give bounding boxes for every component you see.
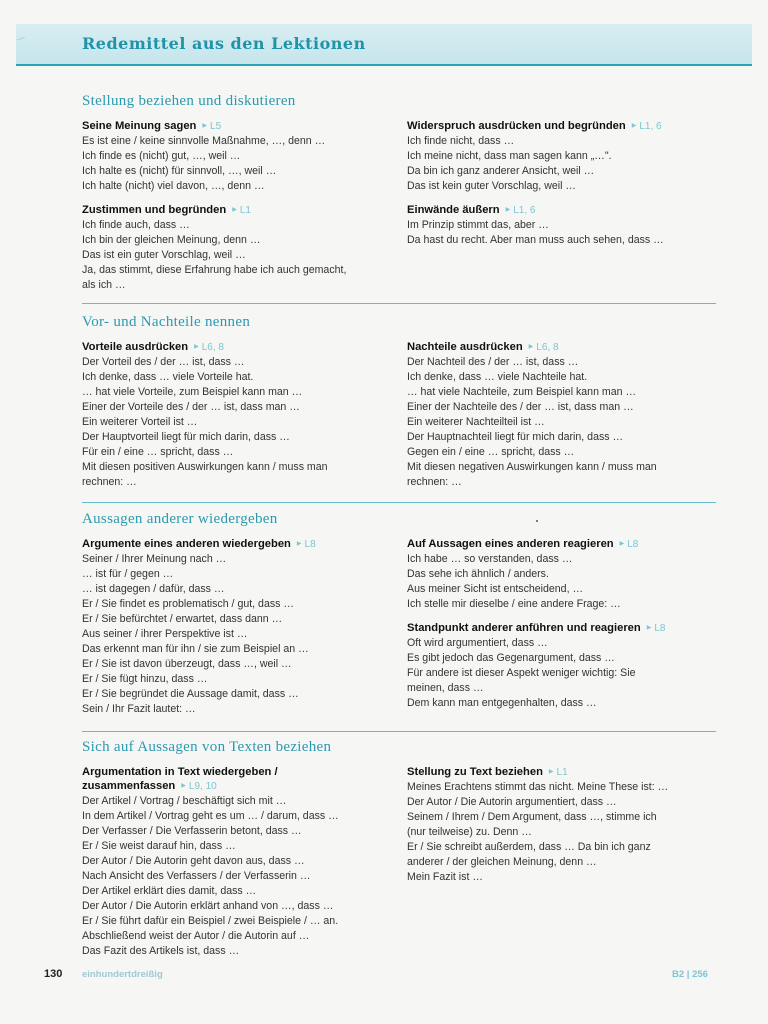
heading-text: Zustimmen und begründen [82, 204, 227, 216]
block-argumente-wiedergeben [82, 537, 382, 717]
phrase-line: Der Artikel erklärt dies damit, dass … [82, 885, 257, 897]
phrase-line: Für ein / eine … spricht, dass … [82, 446, 234, 458]
phrase-line: Das ist kein guter Vorschlag, weil … [407, 180, 576, 192]
block-heading [82, 765, 382, 779]
block-heading [407, 621, 707, 636]
block-nachteile [407, 340, 707, 490]
heading-text: zusammenfassen [82, 780, 176, 792]
phrase-line: Der Verfasser / Die Verfasserin betont, dass … [82, 825, 302, 837]
phrase-line: Da hast du recht. Aber man muss auch sehen, dass … [407, 234, 664, 246]
phrase-line: Er / Sie schreibt außerdem, dass … Da bin ich ganz [407, 841, 651, 853]
phrase-line: Er / Sie begründet die Aussage damit, dass … [82, 688, 299, 700]
lesson-ref: ▶ L6, 8 [194, 342, 224, 353]
phrase-line: Mit diesen positiven Auswirkungen kann / muss man [82, 461, 328, 473]
phrase-line: Mein Fazit ist … [407, 871, 483, 883]
phrase-line: … hat viele Vorteile, zum Beispiel kann man … [82, 386, 303, 398]
phrase-line: Seiner / Ihrer Meinung nach … [82, 553, 227, 565]
phrase-line: Der Autor / Die Autorin erklärt anhand von …, dass … [82, 900, 334, 912]
block-heading [82, 537, 382, 552]
phrase-line: Das ist ein guter Vorschlag, weil … [82, 249, 246, 261]
phrase-line: … hat viele Nachteile, zum Beispiel kann man … [407, 386, 637, 398]
page-banner [16, 24, 752, 66]
block-einwaende [407, 203, 707, 248]
section-title-aussagen: Aussagen anderer wiedergeben [82, 511, 278, 527]
heading-text: Standpunkt anderer anführen und reagieren [407, 622, 641, 634]
heading-text: Argumente eines anderen wiedergeben [82, 538, 291, 550]
page-title: Redemittel aus den Lektionen [82, 34, 366, 53]
phrase-line: Der Artikel / Vortrag / beschäftigt sich mit … [82, 795, 287, 807]
phrase-line: rechnen: … [407, 476, 462, 488]
section-texte-left [82, 765, 382, 968]
phrase-line: Nach Ansicht des Verfassers / der Verfasserin … [82, 870, 311, 882]
heading-text: Vorteile ausdrücken [82, 341, 189, 353]
block-argumentation-wiedergeben [82, 765, 382, 959]
phrase-line: Da bin ich ganz anderer Ansicht, weil … [407, 165, 595, 177]
phrase-line: Das sehe ich ähnlich / anders. [407, 568, 549, 580]
lesson-ref: ▶ L8 [620, 539, 639, 550]
phrase-line: Ich halte es (nicht) für sinnvoll, …, weil … [82, 165, 277, 177]
phrase-line: Er / Sie ist davon überzeugt, dass …, weil … [82, 658, 292, 670]
lesson-ref: ▶ L1 [232, 205, 251, 216]
phrase-line: Einer der Vorteile des / der … ist, dass man … [82, 401, 300, 413]
section-title-stellung: Stellung beziehen und diskutieren [82, 93, 296, 109]
phrase-line: Ich denke, dass … viele Vorteile hat. [82, 371, 254, 383]
phrase-line: rechnen: … [82, 476, 137, 488]
block-heading-cont [82, 779, 382, 794]
block-widerspruch [407, 119, 707, 194]
section-aussagen-left [82, 537, 382, 726]
phrase-line: Meines Erachtens stimmt das nicht. Meine These ist: … [407, 781, 669, 793]
phrase-line: Ich finde es (nicht) gut, …, weil … [82, 150, 241, 162]
page-number-word: einhundertdreißig [82, 969, 163, 980]
block-heading [82, 119, 382, 134]
phrase-line: Er / Sie führt dafür ein Beispiel / zwei Beispiele / … an. [82, 915, 339, 927]
phrase-line: Das Fazit des Artikels ist, dass … [82, 945, 240, 957]
block-reagieren [407, 537, 707, 612]
phrase-line: Seinem / Ihrem / Dem Argument, dass …, stimme ich [407, 811, 657, 823]
lesson-ref: ▶ L8 [647, 623, 666, 634]
phrase-line: Ich habe … so verstanden, dass … [407, 553, 573, 565]
phrase-line: Aus meiner Sicht ist entscheidend, … [407, 583, 584, 595]
block-seine-meinung [82, 119, 382, 194]
section-title-texte: Sich auf Aussagen von Texten beziehen [82, 739, 332, 755]
section-vorteile-left [82, 340, 382, 499]
lesson-ref: ▶ L9, 10 [181, 781, 216, 792]
block-heading [407, 537, 707, 552]
block-zustimmen [82, 203, 382, 293]
section-texte-right [407, 765, 707, 894]
phrase-line: Der Hauptnachteil liegt für mich darin, dass … [407, 431, 624, 443]
phrase-line: Er / Sie findet es problematisch / gut, dass … [82, 598, 294, 610]
phrase-line: Gegen ein / eine … spricht, dass … [407, 446, 575, 458]
section-title-vor-nachteile: Vor- und Nachteile nennen [82, 314, 251, 330]
phrase-line: Abschließend weist der Autor / die Autorin auf … [82, 930, 310, 942]
phrase-line: Ich finde auch, dass … [82, 219, 190, 231]
phrase-line: Der Autor / Die Autorin argumentiert, dass … [407, 796, 617, 808]
phrase-line: (nur teilweise) zu. Denn … [407, 826, 532, 838]
phrase-line: Einer der Nachteile des / der … ist, dass man … [407, 401, 634, 413]
phrase-line: Aus seiner / ihrer Perspektive ist … [82, 628, 248, 640]
phrase-line: als ich … [82, 279, 126, 291]
block-heading [407, 340, 707, 355]
section-divider [82, 731, 716, 732]
phrase-line: Der Autor / Die Autorin geht davon aus, dass … [82, 855, 305, 867]
phrase-line: Es gibt jedoch das Gegenargument, dass … [407, 652, 615, 664]
block-heading [82, 203, 382, 218]
level-page-label: B2 | 256 [672, 969, 708, 980]
section-divider [82, 303, 716, 304]
section-aussagen-right [407, 537, 707, 720]
phrase-line: Ich meine nicht, dass man sagen kann „…". [407, 150, 612, 162]
block-standpunkt [407, 621, 707, 711]
heading-text: Einwände äußern [407, 204, 500, 216]
phrase-line: Er / Sie fügt hinzu, dass … [82, 673, 208, 685]
section-nachteile-right [407, 340, 707, 499]
phrase-line: Ein weiterer Vorteil ist … [82, 416, 198, 428]
phrase-line: … ist für / gegen … [82, 568, 174, 580]
heading-text: Argumentation in Text wiedergeben / [82, 766, 278, 778]
lesson-ref: ▶ L5 [202, 121, 221, 132]
block-heading [407, 765, 707, 780]
phrase-line: Der Hauptvorteil liegt für mich darin, dass … [82, 431, 290, 443]
stray-dot [536, 520, 538, 522]
heading-text: Seine Meinung sagen [82, 120, 197, 132]
block-heading [407, 203, 707, 218]
phrase-line: Ich finde nicht, dass … [407, 135, 515, 147]
phrase-line: … ist dagegen / dafür, dass … [82, 583, 225, 595]
phrase-line: Dem kann man entgegenhalten, dass … [407, 697, 597, 709]
phrase-line: Es ist eine / keine sinnvolle Maßnahme, …, denn … [82, 135, 326, 147]
phrase-line: Das erkennt man für ihn / sie zum Beispiel an … [82, 643, 309, 655]
heading-text: Widerspruch ausdrücken und begründen [407, 120, 626, 132]
section-divider [82, 502, 716, 503]
phrase-line: Der Nachteil des / der … ist, dass … [407, 356, 579, 368]
lesson-ref: ▶ L1, 6 [506, 205, 536, 216]
phrase-line: anderer / der gleichen Meinung, denn … [407, 856, 597, 868]
phrase-line: Er / Sie befürchtet / erwartet, dass dann … [82, 613, 283, 625]
block-heading [82, 340, 382, 355]
lesson-ref: ▶ L1, 6 [632, 121, 662, 132]
heading-text: Nachteile ausdrücken [407, 341, 523, 353]
phrase-line: Ich denke, dass … viele Nachteile hat. [407, 371, 588, 383]
block-vorteile [82, 340, 382, 490]
phrase-line: Ein weiterer Nachteilteil ist … [407, 416, 545, 428]
lesson-ref: ▶ L6, 8 [529, 342, 559, 353]
phrase-line: In dem Artikel / Vortrag geht es um … / darum, dass … [82, 810, 339, 822]
block-stellung-text [407, 765, 707, 885]
lesson-ref: ▶ L1 [549, 767, 568, 778]
phrase-line: Ich bin der gleichen Meinung, denn … [82, 234, 261, 246]
phrase-line: Mit diesen negativen Auswirkungen kann / muss man [407, 461, 657, 473]
page-number: 130 [44, 968, 63, 980]
phrase-line: meinen, dass … [407, 682, 484, 694]
phrase-line: Ich halte (nicht) viel davon, …, denn … [82, 180, 265, 192]
heading-text: Auf Aussagen eines anderen reagieren [407, 538, 614, 550]
heading-text: Stellung zu Text beziehen [407, 766, 543, 778]
phrase-line: Ja, das stimmt, diese Erfahrung habe ich auch gemacht, [82, 264, 347, 276]
block-heading [407, 119, 707, 134]
phrase-line: Im Prinzip stimmt das, aber … [407, 219, 549, 231]
phrase-line: Der Vorteil des / der … ist, dass … [82, 356, 245, 368]
phrase-line: Er / Sie weist darauf hin, dass … [82, 840, 236, 852]
lesson-ref: ▶ L8 [297, 539, 316, 550]
phrase-line: Sein / Ihr Fazit lautet: … [82, 703, 196, 715]
phrase-line: Oft wird argumentiert, dass … [407, 637, 548, 649]
section-stellung-right [407, 119, 707, 257]
phrase-line: Für andere ist dieser Aspekt weniger wichtig: Sie [407, 667, 636, 679]
section-stellung-left [82, 119, 382, 302]
phrase-line: Ich stelle mir dieselbe / eine andere Frage: … [407, 598, 621, 610]
